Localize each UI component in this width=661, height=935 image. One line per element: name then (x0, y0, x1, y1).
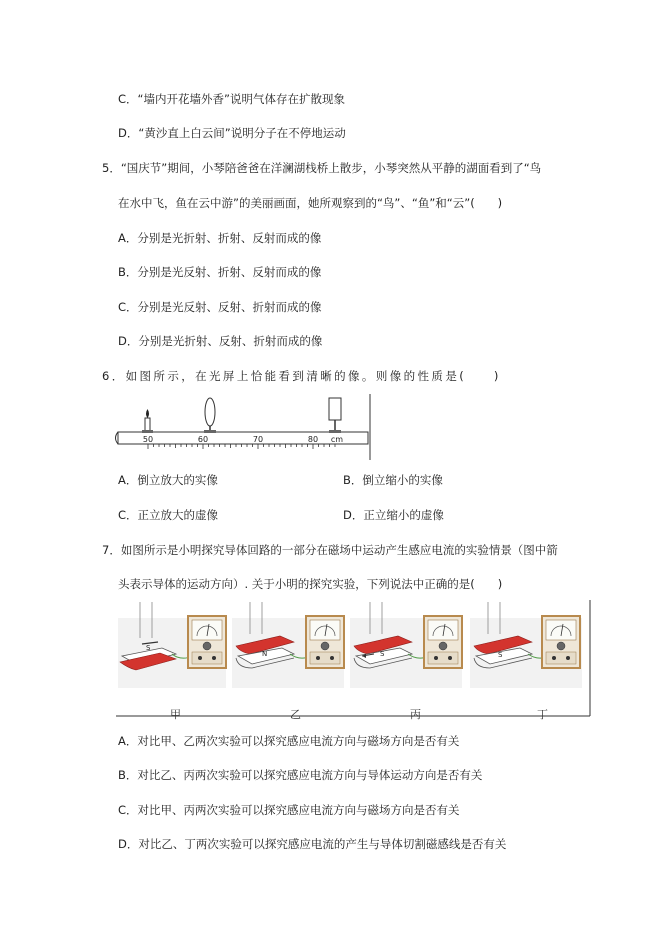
q6-option-c: C．正立放大的虚像 (118, 508, 219, 522)
q7-stem-line2: 头表示导体的运动方向）. 关于小明的探究实验，下列说法中正确的是( ) (118, 577, 503, 591)
ruler-label-60: 60 (197, 435, 209, 444)
magnet-label-ding: S (498, 651, 503, 659)
panel-jia (118, 602, 226, 688)
q6-stem: 6．如图所示，在光屏上恰能看到清晰的像。则像的性质是( ) (102, 369, 501, 383)
q4-option-d: D．“黄沙直上白云间”说明分子在不停地运动 (118, 126, 346, 140)
ruler-label-cm: cm (330, 435, 344, 444)
panel-label-ding: 丁 (537, 708, 548, 721)
candle-icon (142, 409, 153, 433)
q6-option-b: B．倒立缩小的实像 (343, 473, 443, 487)
ruler-label-50: 50 (142, 435, 154, 444)
optical-bench-figure (112, 392, 374, 462)
light-screen-icon (329, 398, 341, 433)
q6-option-d: D．正立缩小的虚像 (343, 508, 444, 522)
panel-ding (470, 602, 582, 688)
q5-option-b: B．分别是光反射、折射、反射而成的像 (118, 265, 322, 279)
q5-stem-line1: 5．“国庆节”期间，小琴陪爸爸在洋澜湖栈桥上散步，小琴突然从平静的湖面看到了“鸟 (102, 161, 542, 175)
q6-option-a: A．倒立放大的实像 (118, 473, 218, 487)
panel-label-yi: 乙 (290, 708, 301, 721)
q5-option-c: C．分别是光反射、反射、折射而成的像 (118, 300, 322, 314)
q5-option-a: A．分别是光折射、折射、反射而成的像 (118, 231, 322, 245)
induction-experiment-figure (112, 598, 594, 720)
q7-option-b: B．对比乙、丙两次实验可以探究感应电流方向与导体运动方向是否有关 (118, 768, 483, 782)
convex-lens-icon (204, 398, 216, 433)
panel-label-bing: 丙 (410, 708, 421, 721)
panel-label-jia: 甲 (170, 708, 181, 721)
q7-option-d: D．对比乙、丁两次实验可以探究感应电流的产生与导体切割磁感线是否有关 (118, 837, 507, 851)
q7-option-a: A．对比甲、乙两次实验可以探究感应电流方向与磁场方向是否有关 (118, 734, 460, 748)
panel-bing (350, 602, 462, 688)
ruler-ticks (148, 444, 335, 449)
magnet-label-bing: S (380, 650, 385, 658)
q7-option-c: C．对比甲、丙两次实验可以探究感应电流方向与磁场方向是否有关 (118, 803, 460, 817)
magnet-label-jia: S (146, 644, 151, 652)
ruler-label-80: 80 (307, 435, 319, 444)
magnet-label-yi: N (262, 650, 268, 658)
panel-yi (232, 602, 344, 688)
q5-option-d: D．分别是光折射、反射、折射而成的像 (118, 334, 323, 348)
q4-option-c: C．“墙内开花墙外香”说明气体存在扩散现象 (118, 92, 345, 106)
ruler-label-70: 70 (252, 435, 264, 444)
q7-stem-line1: 7．如图所示是小明探究导体回路的一部分在磁场中运动产生感应电流的实验情景（图中箭 (102, 543, 558, 557)
q5-stem-line2: 在水中飞，鱼在云中游”的美丽画面，她所观察到的“鸟”、“鱼”和“云”( ) (118, 196, 503, 210)
